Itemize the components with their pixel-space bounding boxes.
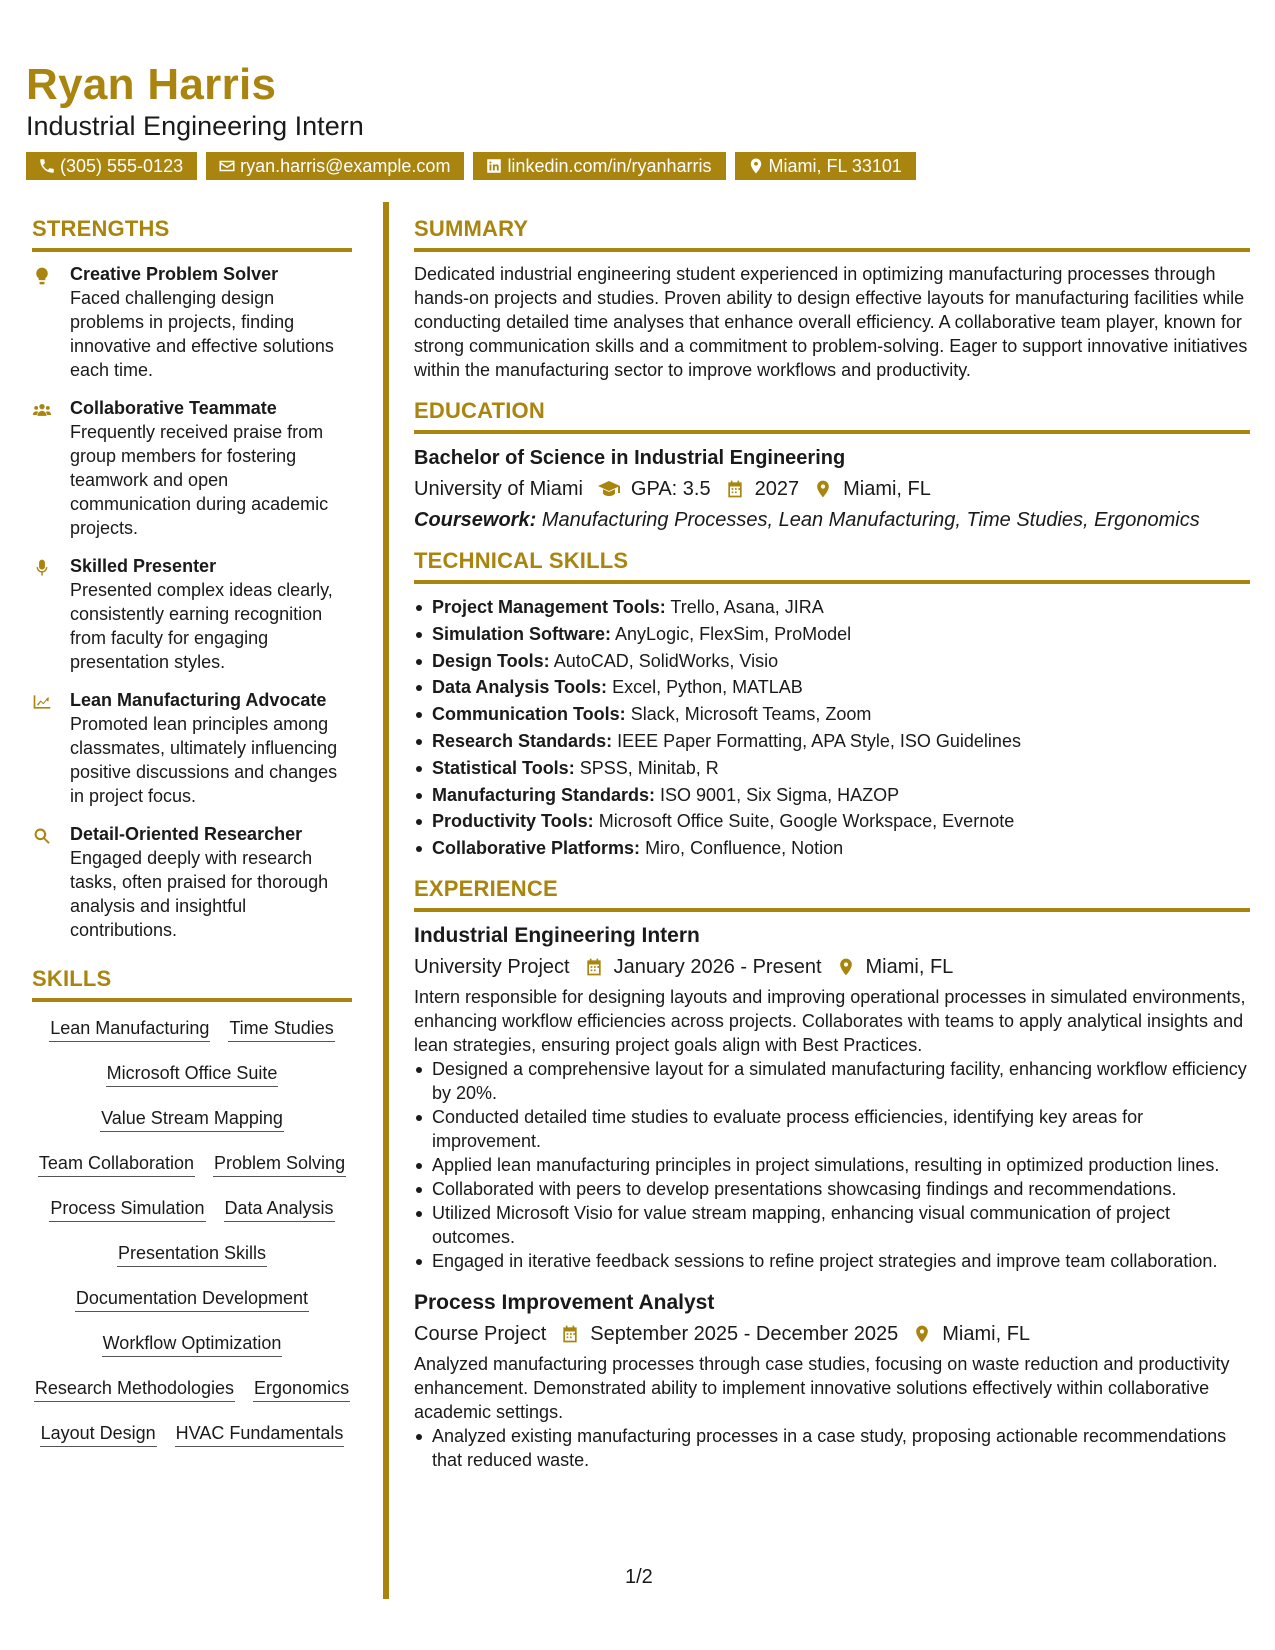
contact-email[interactable] <box>206 152 464 180</box>
skill-values: Slack, Microsoft Teams, Zoom <box>630 704 872 725</box>
contact-linkedin[interactable] <box>473 152 725 180</box>
list-item <box>414 648 1250 675</box>
strength-desc: Engaged deeply with research tasks, often praised for thorough analysis and insightful contributions. <box>70 848 329 940</box>
skill-category: Collaborative Platforms: <box>432 838 641 859</box>
job-title: Industrial Engineering Intern <box>414 923 700 947</box>
experience-heading: EXPERIENCE <box>414 876 1250 912</box>
education-location: Miami, FL <box>843 478 931 500</box>
skill-values: Miro, Confluence, Notion <box>645 838 844 859</box>
skill-category: Statistical Tools: <box>432 757 575 778</box>
candidate-title: Industrial Engineering Intern <box>26 111 364 141</box>
phone-icon <box>38 157 56 175</box>
list-item <box>414 782 1250 809</box>
skill-category: Manufacturing Standards: <box>432 784 656 805</box>
skills-list <box>32 1016 352 1466</box>
contact-location <box>735 152 916 180</box>
education-meta <box>414 475 1250 503</box>
list-item: Applied lean manufacturing principles in project simulations, resulting in optimized production lines. <box>414 1153 1250 1177</box>
strength-item <box>32 688 352 808</box>
map-pin-icon <box>747 157 765 175</box>
graduation-year: 2027 <box>754 478 800 500</box>
job-dates: January 2026 - Present <box>613 955 822 978</box>
graduation-cap-icon <box>597 477 621 501</box>
coursework-label: Coursework: <box>414 509 537 531</box>
users-icon <box>32 400 52 420</box>
technical-skills-list <box>414 594 1250 862</box>
skill-tag: Microsoft Office Suite <box>106 1061 279 1087</box>
page-number: 1/2 <box>625 1566 653 1588</box>
list-item <box>414 835 1250 862</box>
candidate-name: Ryan Harris <box>26 60 277 109</box>
strength-item <box>32 262 352 382</box>
strengths-heading: STRENGTHS <box>32 216 352 252</box>
calendar-icon <box>584 957 604 977</box>
strength-title: Detail-Oriented Researcher <box>70 824 303 844</box>
contact-phone[interactable] <box>26 152 197 180</box>
job-description: Intern responsible for designing layouts and improving operational processes in simulated environments, enhancing workflow efficiencies across projects. Collaborates with teams to apply analytical insights and lean strategies, ensuring project goals align with Best Practices. <box>414 986 1246 1055</box>
degree-title: Bachelor of Science in Industrial Engineering <box>414 447 846 469</box>
job-dates: September 2025 - December 2025 <box>590 1322 899 1345</box>
column-divider <box>383 202 389 1599</box>
list-item: Engaged in iterative feedback sessions to refine project strategies and improve team collaboration. <box>414 1249 1250 1273</box>
skill-tag: Workflow Optimization <box>102 1331 283 1357</box>
job-org: Course Project <box>414 1322 547 1345</box>
skill-category: Research Standards: <box>432 730 613 751</box>
skill-category: Communication Tools: <box>432 704 626 725</box>
skill-values: IEEE Paper Formatting, APA Style, ISO Guidelines <box>617 730 1021 751</box>
summary-heading: SUMMARY <box>414 216 1250 252</box>
skill-tag: Problem Solving <box>213 1151 346 1177</box>
strength-desc: Frequently received praise from group members for fostering teamwork and open communication during academic projects. <box>70 422 329 538</box>
strength-desc: Faced challenging design problems in projects, finding innovative and effective solutions each time. <box>70 288 334 380</box>
list-item: Utilized Microsoft Visio for value stream mapping, enhancing visual communication of project outcomes. <box>414 1201 1250 1249</box>
phone-text: (305) 555-0123 <box>60 155 184 176</box>
list-item: Analyzed existing manufacturing processes in a case study, proposing actionable recommendations that reduced waste. <box>414 1424 1250 1472</box>
email-text: ryan.harris@example.com <box>240 155 451 176</box>
skill-category: Design Tools: <box>432 650 550 671</box>
strength-desc: Promoted lean principles among classmates, ultimately influencing positive discussions and changes in project focus. <box>70 714 338 806</box>
trend-chart-icon <box>32 692 52 712</box>
job-bullets <box>414 1424 1250 1472</box>
skill-tag: Lean Manufacturing <box>49 1016 210 1042</box>
skill-values: ISO 9001, Six Sigma, HAZOP <box>660 784 900 805</box>
gpa-text: GPA: 3.5 <box>630 478 711 500</box>
skill-tag: Data Analysis <box>224 1196 335 1222</box>
map-pin-icon <box>813 479 833 499</box>
job-location: Miami, FL <box>865 955 954 978</box>
linkedin-text: linkedin.com/in/ryanharris <box>507 155 712 176</box>
strength-title: Skilled Presenter <box>70 556 217 576</box>
skill-values: AutoCAD, SolidWorks, Visio <box>553 650 779 671</box>
strength-item <box>32 554 352 674</box>
list-item: Collaborated with peers to develop presentations showcasing findings and recommendations. <box>414 1177 1250 1201</box>
skills-heading: SKILLS <box>32 966 352 1002</box>
skill-tag: Presentation Skills <box>117 1241 267 1267</box>
skill-tag: Team Collaboration <box>38 1151 195 1177</box>
magnifier-icon <box>32 826 52 846</box>
skill-values: Microsoft Office Suite, Google Workspace, Evernote <box>598 811 1015 832</box>
school-name: University of Miami <box>414 478 583 500</box>
coursework-text: Manufacturing Processes, Lean Manufacturing, Time Studies, Ergonomics <box>541 509 1200 531</box>
calendar-icon <box>725 479 745 499</box>
skill-tag: Value Stream Mapping <box>100 1106 284 1132</box>
skill-category: Productivity Tools: <box>432 811 594 832</box>
job-location: Miami, FL <box>942 1322 1031 1345</box>
skill-values: SPSS, Minitab, R <box>579 757 719 778</box>
job-meta <box>414 953 1250 981</box>
job-title: Process Improvement Analyst <box>414 1290 715 1314</box>
list-item <box>414 621 1250 648</box>
skill-values: AnyLogic, FlexSim, ProModel <box>615 623 852 644</box>
skill-category: Data Analysis Tools: <box>432 677 608 698</box>
contact-bar <box>26 152 916 180</box>
job-bullets <box>414 1057 1250 1273</box>
left-column <box>32 216 352 1466</box>
skill-category: Simulation Software: <box>432 623 612 644</box>
strength-title: Creative Problem Solver <box>70 264 279 284</box>
list-item <box>414 755 1250 782</box>
skill-tag: Ergonomics <box>253 1376 350 1402</box>
list-item <box>414 701 1250 728</box>
skill-tag: Time Studies <box>228 1016 334 1042</box>
lightbulb-icon <box>32 266 52 286</box>
strength-desc: Presented complex ideas clearly, consistently earning recognition from faculty for engaging presentation styles. <box>70 580 333 672</box>
skill-tag: Research Methodologies <box>34 1376 235 1402</box>
coursework-line <box>414 506 1250 534</box>
skill-values: Trello, Asana, JIRA <box>670 597 824 617</box>
calendar-icon <box>560 1324 580 1344</box>
strength-item <box>32 822 352 942</box>
job-org: University Project <box>414 955 570 978</box>
list-item <box>414 594 1250 621</box>
technical-skills-heading: TECHNICAL SKILLS <box>414 548 1250 584</box>
linkedin-icon <box>485 157 503 175</box>
microphone-icon <box>32 558 52 578</box>
strength-item <box>32 396 352 540</box>
right-column <box>414 216 1250 1472</box>
job-meta <box>414 1320 1250 1348</box>
strength-title: Collaborative Teammate <box>70 398 277 418</box>
skill-tag: Layout Design <box>40 1421 157 1447</box>
map-pin-icon <box>836 957 856 977</box>
strength-title: Lean Manufacturing Advocate <box>70 690 327 710</box>
map-pin-icon <box>912 1324 932 1344</box>
envelope-icon <box>218 157 236 175</box>
skill-tag: HVAC Fundamentals <box>175 1421 345 1447</box>
list-item <box>414 674 1250 701</box>
skill-tag: Process Simulation <box>49 1196 205 1222</box>
education-heading: EDUCATION <box>414 398 1250 434</box>
skill-category: Project Management Tools: <box>432 597 666 617</box>
job-description: Analyzed manufacturing processes through case studies, focusing on waste reduction and productivity enhancement. Demonstrated ability to implement innovative solutions effectively within collaborative academic settings. <box>414 1353 1230 1422</box>
location-text: Miami, FL 33101 <box>768 155 902 176</box>
list-item <box>414 728 1250 755</box>
list-item: Designed a comprehensive layout for a simulated manufacturing facility, enhancing workflow efficiency by 20%. <box>414 1057 1250 1105</box>
summary-text: Dedicated industrial engineering student experienced in optimizing manufacturing processes through hands-on projects and studies. Proven ability to design effective layouts for manufacturing facilities while conducting detailed time analyses that enhance overall efficiency. A collaborative team player, known for strong communication skills and a commitment to problem-solving. Eager to support innovative initiatives within the manufacturing sector to improve workflows and productivity. <box>414 264 1248 380</box>
list-item <box>414 808 1250 835</box>
list-item: Conducted detailed time studies to evaluate process efficiencies, identifying key areas for improvement. <box>414 1105 1250 1153</box>
skill-tag: Documentation Development <box>75 1286 309 1312</box>
skill-values: Excel, Python, MATLAB <box>612 677 803 698</box>
